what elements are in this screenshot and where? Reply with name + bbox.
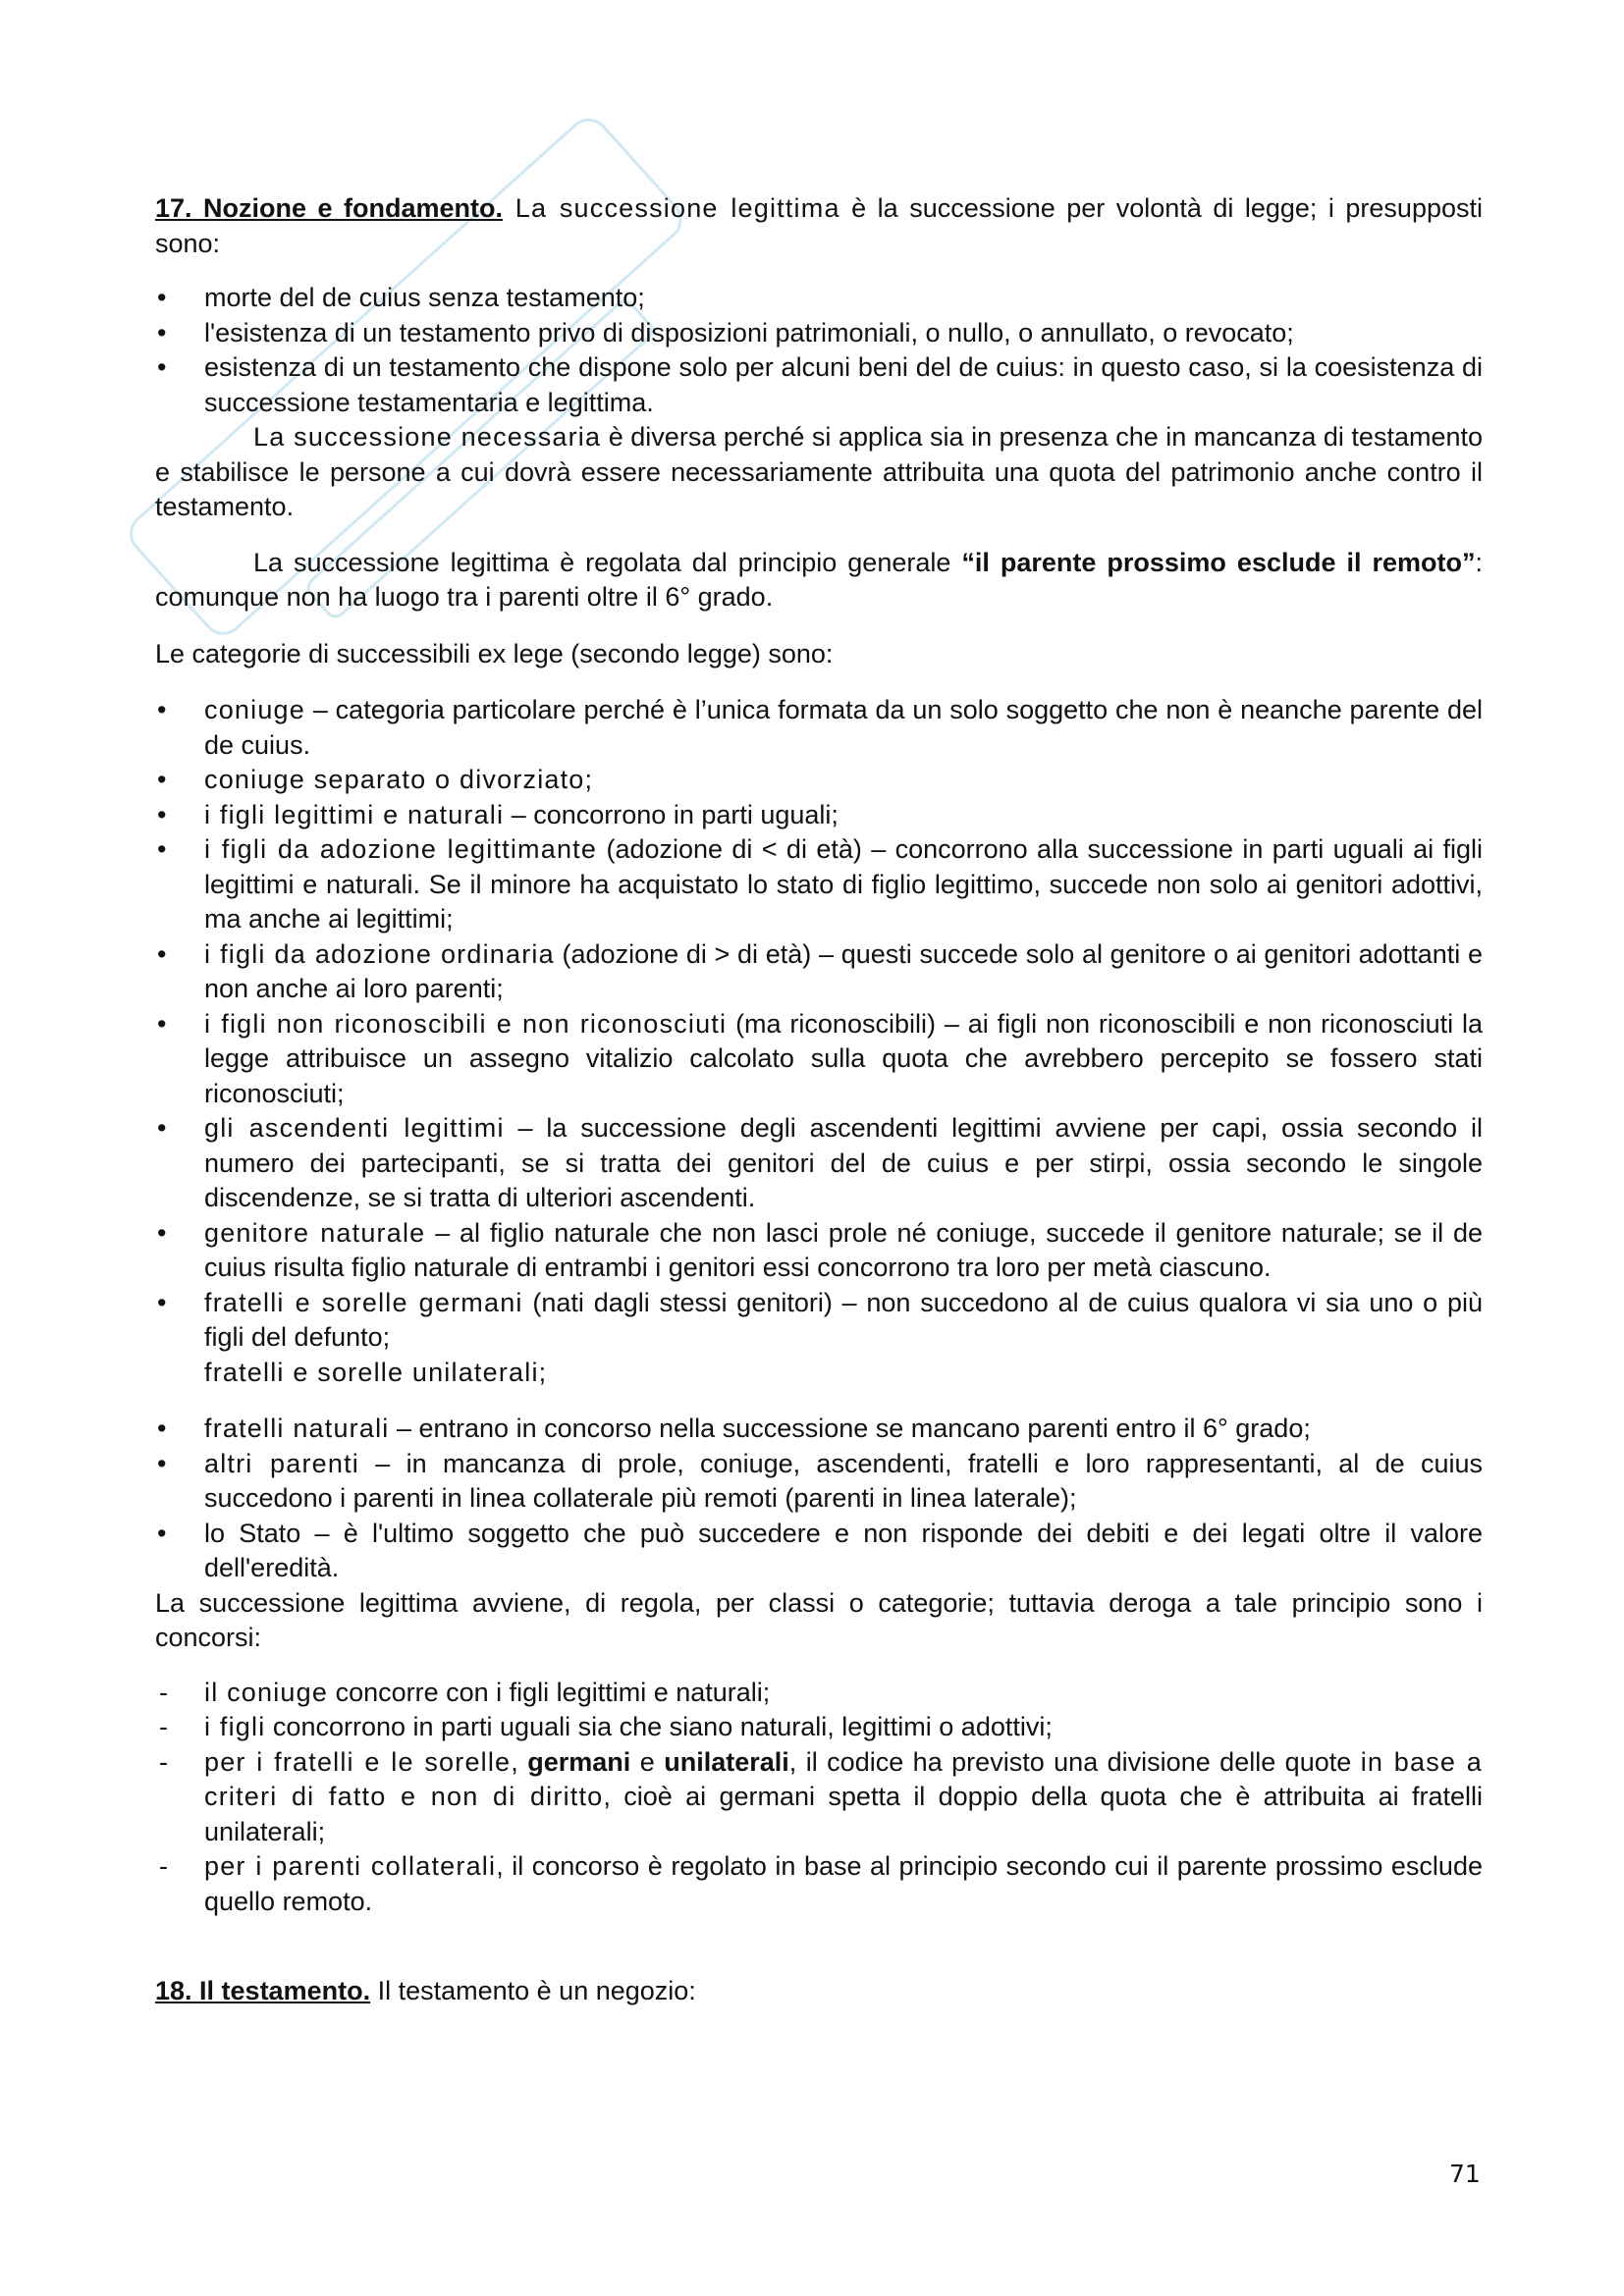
list-item: - per i fratelli e le sorelle, germani e unilaterali, il codice ha previsto una divisione delle quote in base a criteri di fatto e non di diritto, cioè ai germani spetta il doppio della quota che è attribuita ai fratelli unilaterali; [155, 1745, 1483, 1850]
list-item: • lo Stato – è l'ultimo soggetto che può succedere e non risponde dei debiti e dei legati oltre il valore dell'eredità. [155, 1517, 1483, 1586]
list-item: • i figli da adozione ordinaria (adozione di > di età) – questi succede solo al genitore o ai genitori adottanti e non anche ai loro parenti; [155, 937, 1483, 1007]
list-item: • gli ascendenti legittimi – la successione degli ascendenti legittimi avviene per capi, ossia secondo il numero dei partecipanti, se si tratta dei genitori del de cuius e per stirpi, ossia secondo le singole discendenze, se si tratta di ulteriori ascendenti. [155, 1111, 1483, 1216]
list-item: • altri parenti – in mancanza di prole, coniuge, ascendenti, fratelli e loro rappresentanti, al de cuius succedono i parenti in linea collaterale più remoti (parenti in linea laterale); [155, 1447, 1483, 1517]
list-item: • i figli legittimi e naturali – concorrono in parti uguali; [155, 798, 1483, 833]
list-item: • i figli non riconoscibili e non riconosciuti (ma riconoscibili) – ai figli non riconoscibili e non riconosciuti la legge attribuisce un assegno vitalizio calcolato sulla quota che avrebbero percepito se fossero stati riconosciuti; [155, 1007, 1483, 1112]
paragraph-concorsi-intro: La successione legittima avviene, di regola, per classi o categorie; tuttavia deroga a tale principio sono i concorsi: [155, 1587, 1483, 1652]
section-18-heading: 18. Il testamento. [155, 1976, 371, 2005]
paragraph-intro: 17. Nozione e fondamento. La successione legittima è la successione per volontà di legge; i presupposti sono: [155, 193, 1483, 258]
list-item: - per i parenti collaterali, il concorso è regolato in base al principio secondo cui il parente prossimo esclude quello remoto. [155, 1849, 1483, 1919]
paragraph-necessaria: La successione necessaria è diversa perché si applica sia in presenza che in mancanza di testamento e stabilisce le persone a cui dovrà essere necessariamente attribuita una quota del patrimonio anche contro il testamento. [155, 422, 1484, 521]
list-item: - il coniuge concorre con i figli legittimi e naturali; [155, 1676, 1483, 1711]
list-item: • esistenza di un testamento che dispone solo per alcuni beni del de cuius: in questo caso, si la coesistenza di successione testamentaria e legittima. [155, 350, 1483, 420]
list-item: • fratelli e sorelle germani (nati dagli stessi genitori) – non succedono al de cuius qualora vi sia uno o più figli del defunto; fratelli e sorelle unilaterali; [155, 1286, 1483, 1391]
page-body [155, 191, 1483, 2009]
list-item: • coniuge separato o divorziato; [155, 763, 1483, 798]
list-item: • i figli da adozione legittimante (adozione di < di età) – concorrono alla successione in parti uguali ai figli legittimi e naturali. Se il minore ha acquistato lo stato di figlio legittimo, succede non solo ai genitori adottivi, ma anche ai legittimi; [155, 832, 1483, 937]
categorie-list [155, 693, 1483, 1586]
page-number: 71 [1449, 2160, 1481, 2188]
list-item: • morte del de cuius senza testamento; [155, 281, 1483, 316]
list-item: • coniuge – categoria particolare perché è l’unica formata da un solo soggetto che non è neanche parente del de cuius. [155, 693, 1483, 763]
paragraph-categorie-intro: Le categorie di successibili ex lege (secondo legge) sono: [155, 638, 834, 668]
list-item: - i figli concorrono in parti uguali sia che siano naturali, legittimi o adottivi; [155, 1710, 1483, 1745]
section-17-heading: 17. Nozione e fondamento. [155, 193, 504, 223]
list-item: • genitore naturale – al figlio naturale che non lasci prole né coniuge, succede il genitore naturale; se il de cuius risulta figlio naturale di entrambi i genitori essi concorrono tra loro per metà ciascuno. [155, 1216, 1483, 1286]
paragraph-principio: La successione legittima è regolata dal principio generale “il parente prossimo esclude il remoto”: comunque non ha luogo tra i parenti oltre il 6° grado. [155, 547, 1483, 612]
presupposti-list [155, 281, 1483, 420]
list-item: • fratelli naturali – entrano in concorso nella successione se mancano parenti entro il 6° grado; [155, 1412, 1483, 1447]
paragraph-section-18: 18. Il testamento. Il testamento è un negozio: [155, 1976, 696, 2005]
concorsi-list [155, 1676, 1483, 1920]
list-item: • l'esistenza di un testamento privo di disposizioni patrimoniali, o nullo, o annullato, o revocato; [155, 316, 1483, 351]
